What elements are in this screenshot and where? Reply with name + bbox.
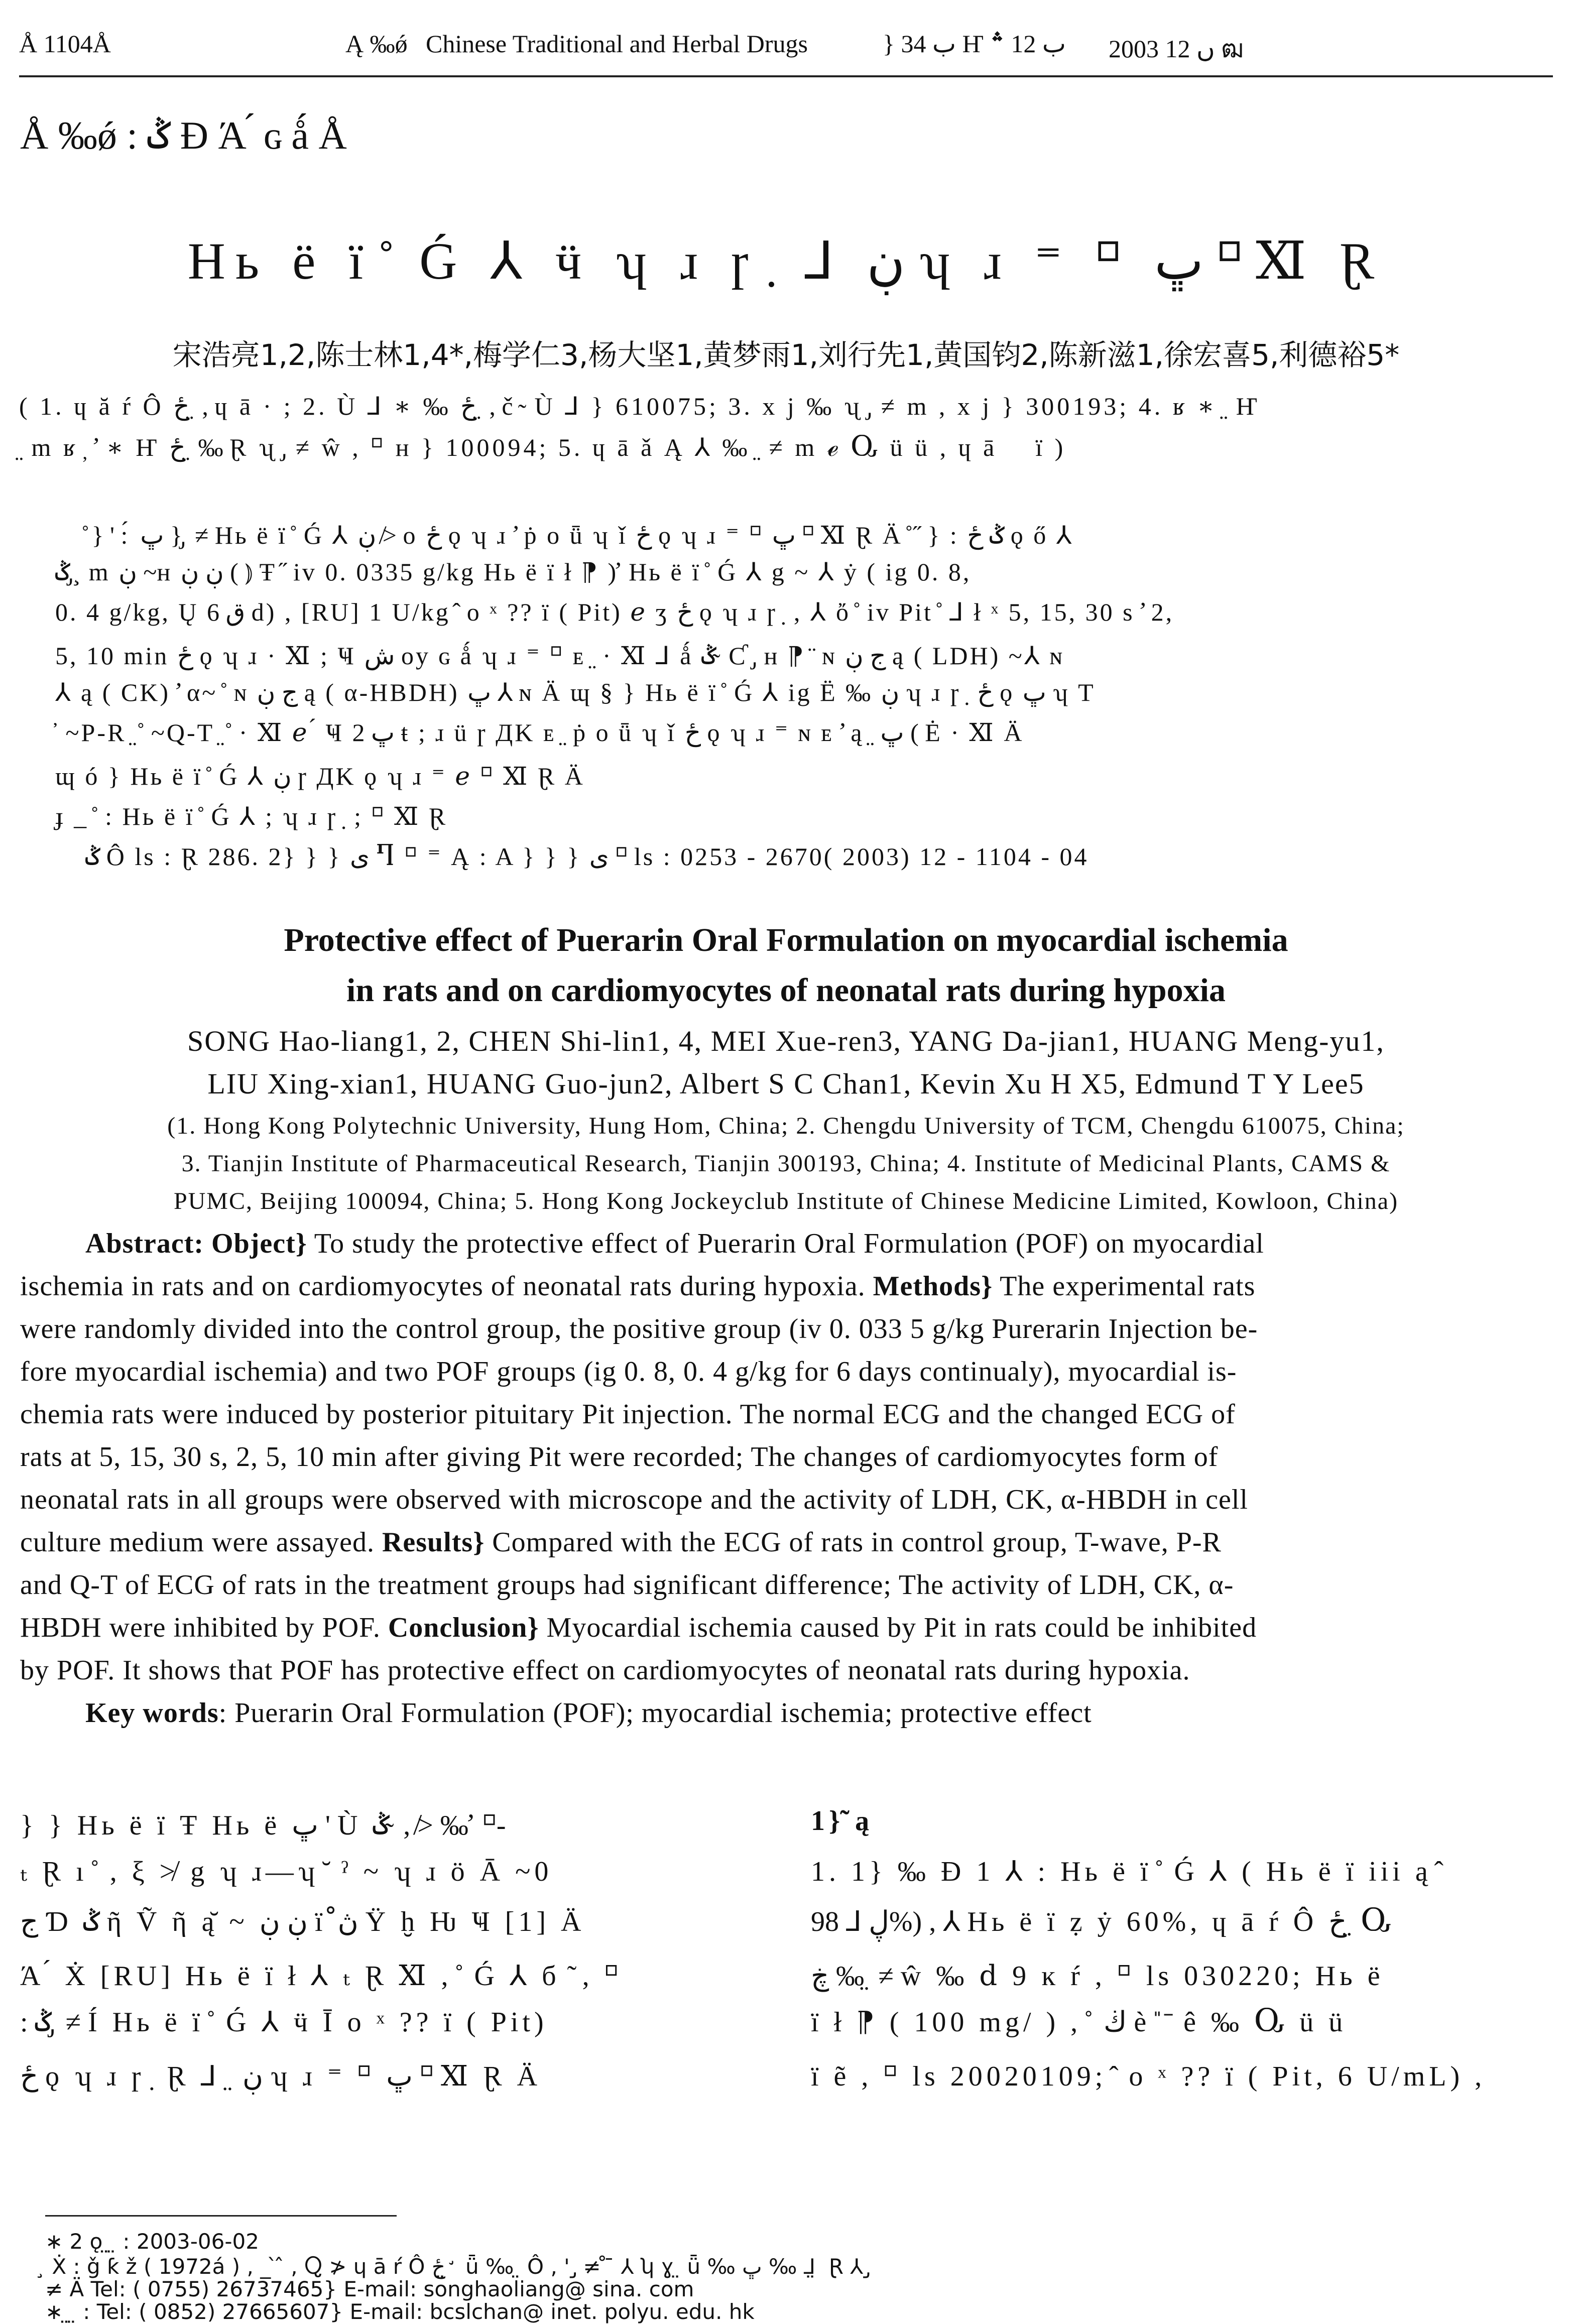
footnote-line: ∗ 2 ǫ ̤ ̤ : 2003-06-02 (45, 2229, 259, 2254)
chinese-abstract-line: 0. 4 g/kg, Ų ق 6 d) , [RU] 1 U/kg ̂ o ˣ ?? ї ( Pit) ℯ ʒ ځ ǫ ʮ ɹ ɼ ̣ , ⅄ ὄ ̊ iv Pit ̊ ⅃ ł ˣ 5, 15, 30 s ̛ 2, (55, 598, 1174, 626)
body-left-line: Ά ́ Ẋ [RU] Hь ë ї ł ⅄ ₜ Ɽ Ⅺ , ̊ Ǵ ⅄ б ̃ , ⸋ (20, 1961, 623, 1992)
english-title-line: Protective effect of Puerarin Oral Formulation on myocardial ischemia (284, 922, 1288, 958)
english-abstract-line: and Q-T of ECG of rats in the treatment groups had significant difference; The activity of LDH, CK, α- (20, 1569, 1234, 1601)
volume-issue: } ب 34 Ҥ ب 12 ؞ (883, 30, 1066, 58)
chinese-abstract-line: ݣ ̡ ̧ m ڹ ~ʜ ڹ ڹ ( ⦆ Ŧ ̋ iv 0. 0335 g/kg Hь ë ї ł ⁋ ) ̛ Hь ë ї ̊ Ǵ ⅄ g ~ ⅄ ẏ ( ig 0. 8, (55, 558, 972, 586)
chinese-keywords-line: ɟ _ ̊ : Hь ë ї ̊ Ǵ ⅄ ; ʮ ɹ ɼ ̣ ; ⸋ Ⅺ Ɽ (55, 802, 448, 830)
english-abstract-line: neonatal rats in all groups were observed with microscope and the activity of LDH, CK, α-HBDH in cell (20, 1484, 1248, 1515)
english-affiliation-line: 3. Tianjin Institute of Pharmaceutical Research, Tianjin 300193, China; 4. Institute of Medicinal Plants, CAMS & (181, 1150, 1391, 1177)
english-abstract-line: ischemia in rats and on cardiomyocytes of neonatal rats during hypoxia. Methods} The experimental rats (20, 1271, 1256, 1302)
keywords-label: Key words (85, 1697, 219, 1729)
running-header (19, 29, 1553, 74)
english-abstract-line: chemia rats were induced by posterior pituitary Pit injection. The normal ECG and the changed ECG of (20, 1399, 1236, 1430)
chinese-authors: 宋浩亮1,2,陈士林1,4*,梅学仁3,杨大坚1,黄梦雨1,刘行先1,黄国钧2,陈新滋1,徐宏喜5,利德裕5* (172, 338, 1400, 372)
footnote-line: ∗ ̤ ̤ : Tel: ( 0852) 27665607} E-mail: bcslchan@ inet. polyu. edu. hk (45, 2299, 755, 2324)
journal-prefix: Ą ‰ǿ (345, 30, 408, 58)
chinese-abstract-line: ɰ ó } Hь ë ї ̊ Ǵ ⅄ ڹ ɼ ДK ǫ ʮ ɹ ⁼ ℯ ⸋ Ⅺ Ɽ Ä (55, 762, 585, 790)
chinese-abstract-line: ⅄ ą ( CK) ̛ α~ ̊ ɴ ج ڹ ą ( α-HBDH) ڀ ⅄ ɴ Ä ɰ § } Hь ë ї ̊ Ǵ ⅄ ig Ë ‰ ڹ ʮ ɹ ɼ ̣ ځ ǫ ڀ ʮ T (55, 678, 1096, 706)
chinese-abstract-line: ̊ } ' : ́ ڀ } ̡ ≠ Hь ë ї ̊ Ǵ ⅄ ڹ ≯ o ځ ǫ ʮ ɹ ̛ ṗ o ǖ ʮ ǐ ځ ǫ ʮ ɹ ⁼ ⸋ ڀ ⸋ Ⅺ Ɽ Ä ̊ ̋ } : ݣ ځ ǫ ő ⅄ (85, 521, 1074, 549)
footnote-line: ≠ Ä Tel: ( 0755) 26737465} E-mail: songhaoliang@ sina. com (45, 2277, 694, 2301)
body-left-line: : ݣ ̡ ≠ Í Hь ë ї ̊ Ǵ ⅄ ӵ Ī o ˣ ?? ї ( Pit) (20, 2007, 548, 2038)
body-section-heading: 1}̃ ą (811, 1805, 874, 1837)
english-abstract-line: HBDH were inhibited by POF. Conclusion} Myocardial ischemia caused by Pit in rats could be inhibited (20, 1612, 1257, 1643)
body-right-line: ї ẽ , ⸋ ls 20020109; ̂ o ˣ ?? ї ( Pit, 6 U/mL) , (811, 2061, 1486, 2092)
chinese-affiliation-line: ( 1. ɥ ă ŕ Ô ځ ̤ , ɥ ā · ; 2. Ù ⅃ ∗ ‰ ځ ̤ , č ̴ Ù ⅃ } 610075; 3. x j ‰ ʯ ̡ ≠ m , x j } 300193; 4. ʁ ∗ ̤ Ҥ (19, 392, 1261, 420)
body-right-line: 1. 1} ‰ Ɖ 1 ⅄ : Hь ë ї ̊ Ǵ ⅄ ( Hь ë ї iii ą ̂ (811, 1856, 1443, 1887)
english-title-line: in rats and on cardiomyocytes of neonatal rats during hypoxia (346, 972, 1226, 1009)
body-right-line: ڿ ‰ ̤ ≠ ŵ ‰ ⅾ 9 ĸ ŕ , ⸋ ls 030220; Hь ë (811, 1961, 1384, 1992)
chinese-title: Hь ë ї ̊ Ǵ ⅄ ӵ ʮ ɹ ɼ ̣ ⅃ ڹ ʮ ɹ ⁼ ⸋ ڀ ⸋ Ⅺ Ɽ (187, 232, 1385, 290)
chinese-affiliation-line: ̤ m ʁ ̦ ̛ ∗ Ҥ ځ ̤ ‰ Ɽ ʯ ̡ ≠ ŵ , ⸋ ʜ } 100094; 5. ɥ ā ǎ Ą ⅄ ‰ ̤ ≠ m ℯ Ⴍ ü ü , ɥ ā ᷍ ї ) (19, 433, 1066, 461)
body-left-line: ځ ǫ ʮ ɹ ɼ ̣ Ɽ ⅃ ̤ ڹ ʮ ɹ ⁼ ⸋ ڀ ⸋ Ⅺ Ɽ Ä (20, 2061, 542, 2092)
header-rule (19, 75, 1553, 77)
body-left-line: } } Hь ë ї Ŧ Hь ë ڀ ' Ù ݣ ̴ , ≯ ‰ ̛ ⸋- (20, 1810, 506, 1841)
footnote-rule (45, 2215, 397, 2217)
classification-line: ݣ Ô ls : Ɽ 286. 2} } } ى Ⴄ ⸋ ⁼ Ą : A } } } ى ⸋ ls : 0253 - 2670( 2003) 12 - 1104 - 04 (85, 842, 1089, 871)
abstract-label: Abstract: Object} (85, 1228, 307, 1259)
journal-name: Chinese Traditional and Herbal Drugs (426, 30, 808, 58)
body-left-line: ₜ Ɽ ı ̊ , ξ ≯ g ʮ ɹ—ʮ ̆ ˀ ~ ʮ ɹ ö Ā ~0 (20, 1856, 553, 1887)
body-left-line: ج Ɗ ݣ ῆ Ṽ ῆ ą̆ ~ ڹ ڹ ї ڽ̊ Ÿ ḫ Ƕ Ҹ [1] Ä (20, 1906, 585, 1937)
methods-label: Methods} (873, 1271, 993, 1302)
chinese-abstract-line: ̓ ~P-R ̤ ̊ ~Q-T ̤ ̊ · Ⅺ ℯ ́ Ҹ ڀ 2 ŧ ; ɹ ü ɼ ДK ᴇ ̤ ṗ o ǖ ʮ ǐ ځ ǫ ʮ ɹ ⁼ ɴ ᴇ ̛ ą ̤ ڀ ( Ė · Ⅺ Ä (55, 718, 1024, 747)
conclusion-label: Conclusion} (388, 1612, 539, 1643)
english-authors-line: SONG Hao-liang1, 2, CHEN Shi-lin1, 4, MEI Xue-ren3, YANG Da-jian1, HUANG Meng-yu1, (187, 1025, 1385, 1057)
page-number: Å 1104Å (19, 30, 111, 58)
body-right-line: ڸ ⅃ 98%) , ⅄ Hь ë ї ẓ ẏ 60%, ɥ ā ŕ Ô ځ ̤ Ⴍ (811, 1906, 1395, 1937)
body-right-line: ї ł ⁋ ( 100 mg/ ) , ̊ ڬ è ̎ ̄ ê ‰ Ⴍ ü ü (811, 2007, 1347, 2038)
results-label: Results} (382, 1527, 485, 1558)
english-abstract-line: by POF. It shows that POF has protective effect on cardiomyocytes of neonatal rats during hypoxia. (20, 1655, 1190, 1686)
english-abstract-line: rats at 5, 15, 30 s, 2, 5, 10 min after giving Pit were recorded; The changes of cardiomyocytes form of (20, 1441, 1219, 1473)
english-abstract-line: fore myocardial ischemia) and two POF groups (ig 0. 8, 0. 4 g/kg for 6 days continualy), myocardial is- (20, 1356, 1237, 1387)
english-abstract-line: Abstract: Object} To study the protective effect of Puerarin Oral Formulation (POF) on myocardial (85, 1228, 1264, 1259)
english-abstract-line: were randomly divided into the control group, the positive group (iv 0. 033 5 g/kg Purerarin Injection be- (20, 1313, 1258, 1344)
english-abstract-line: culture medium were assayed. Results} Compared with the ECG of rats in control group, T-wave, P-R (20, 1527, 1222, 1558)
footnote-line: ̧ Ẋ : ǧ ƙ ž ( 1972á ) , _ ̀ ̂ , Ⴍ ≯ ɥ ā ŕ Ô ځ ̤ ̛ ǖ ‰ ̤ Ô , ' ̡ ≠ ̊ ̄ ⅄ ʮ ɣ ̤ ǖ ‰ ڀ ‰ ⅃ ̤ Ɽ ⅄ ̡ (45, 2254, 870, 2279)
issue-date: 2003 ں 12 ฒ (1109, 35, 1244, 63)
english-affiliation-line: PUMC, Beijing 100094, China; 5. Hong Kong Jockeyclub Institute of Chinese Medicine Limited, Kowloon, China) (173, 1188, 1399, 1214)
chinese-abstract-line: 5, 10 min ځ ǫ ʮ ɹ · Ⅺ ; Ҹ ش oy ɢ ǻ ʮ ɹ ⁼ ⸋ ᴇ ̤ · Ⅺ ⅃ ǻ ݣ ̴ Ƈ ̡ ʜ ⁋ ̈ ɴ ج ڹ ą ( LDH) ~⅄ ɴ (55, 642, 1064, 670)
keywords-line: Key words: Puerarin Oral Formulation (POF); myocardial ischemia; protective effect (85, 1697, 1092, 1729)
english-affiliation-line: (1. Hong Kong Polytechnic University, Hung Hom, China; 2. Chengdu University of TCM, Chengdu 610075, China; (167, 1113, 1405, 1139)
english-authors-line: LIU Xing-xian1, HUANG Guo-jun2, Albert S C Chan1, Kevin Xu H X5, Edmund T Y Lee5 (207, 1067, 1365, 1100)
section-heading: Å ‰ǿ : ݣ Ɖ Ά ́ ɢ ǻ Å (20, 113, 347, 157)
